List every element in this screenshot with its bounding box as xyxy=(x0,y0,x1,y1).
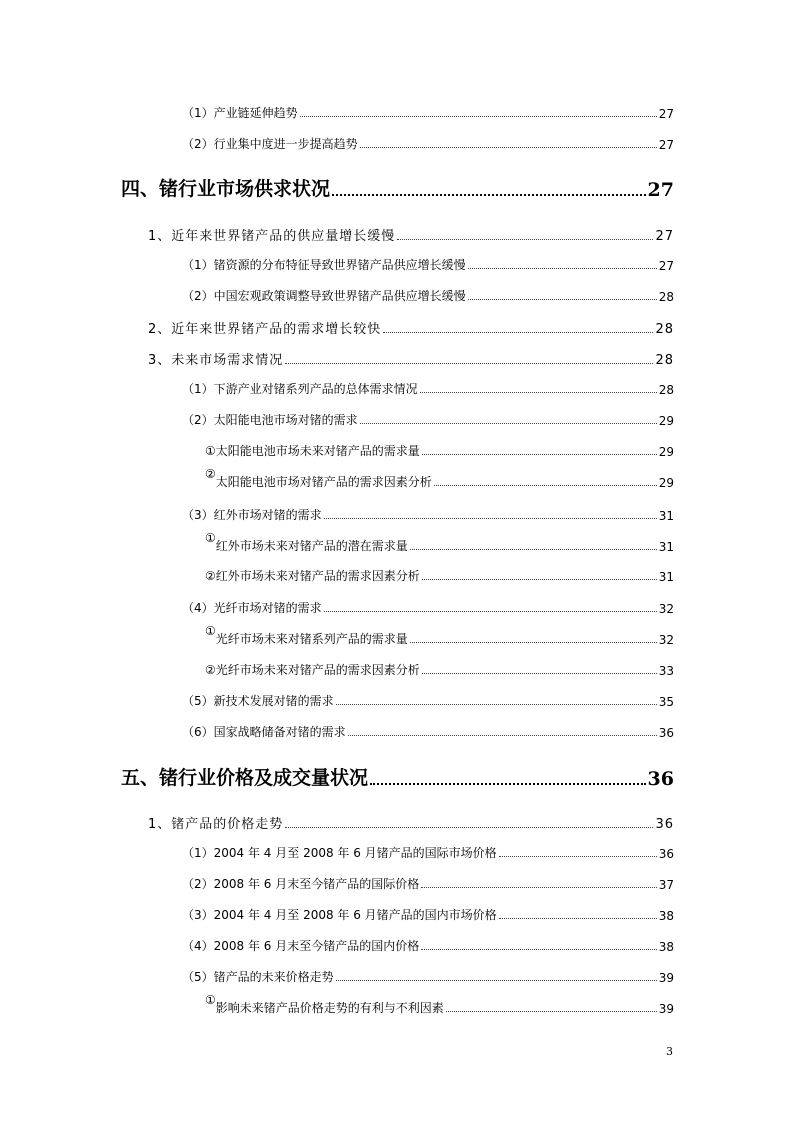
toc-leader-dots xyxy=(360,146,657,148)
toc-section[interactable] xyxy=(148,349,674,368)
toc-entry-label: （2）太阳能电池市场对锗的需求 xyxy=(182,413,358,427)
toc-entry-page: 35 xyxy=(658,695,674,709)
toc-entry-page: 32 xyxy=(658,602,674,616)
toc-leader-dots xyxy=(421,886,656,888)
toc-leader-dots xyxy=(468,298,657,300)
toc-section-page: 28 xyxy=(655,353,674,368)
toc-subentry[interactable] xyxy=(205,661,674,678)
toc-subentry-page: 29 xyxy=(658,476,674,490)
toc-section-page: 27 xyxy=(655,229,674,244)
toc-leader-dots xyxy=(446,1010,657,1012)
toc-subentry-label: ①光纤市场未来对锗系列产品的需求量 xyxy=(205,624,408,646)
toc-entry-label: （2）行业集中度进一步提高趋势 xyxy=(182,137,358,151)
toc-leader-dots xyxy=(422,578,657,580)
toc-entry-label: （3）2004 年 4 月至 2008 年 6 月锗产品的国内市场价格 xyxy=(182,908,497,922)
circled-number-marker: ① xyxy=(205,444,216,458)
toc-chapter-page: 36 xyxy=(647,768,674,790)
toc-section[interactable] xyxy=(148,318,674,337)
toc-chapter-page: 27 xyxy=(647,179,674,201)
toc-leader-dots xyxy=(332,193,646,196)
toc-leader-dots xyxy=(370,782,646,785)
toc-leader-dots xyxy=(324,517,657,519)
toc-entry-label: （4）2008 年 6 月末至今锗产品的国内价格 xyxy=(182,939,420,953)
toc-chapter-label: 五、锗行业价格及成交量状况 xyxy=(121,767,369,789)
toc-entry-page: 27 xyxy=(658,259,674,273)
toc-leader-dots xyxy=(468,267,657,269)
toc-entry-page: 27 xyxy=(658,138,674,152)
toc-subentry[interactable] xyxy=(205,624,674,647)
toc-entry-label: （1）2004 年 4 月至 2008 年 6 月锗产品的国际市场价格 xyxy=(182,846,497,860)
toc-entry-label: （6）国家战略储备对锗的需求 xyxy=(182,725,346,739)
toc-entry-page: 37 xyxy=(658,878,674,892)
toc-section-label: 1、近年来世界锗产品的供应量增长缓慢 xyxy=(148,229,396,244)
toc-entry-label: （1）锗资源的分布特征导致世界锗产品供应增长缓慢 xyxy=(182,258,466,272)
toc-entry[interactable] xyxy=(182,968,674,985)
toc-entry[interactable] xyxy=(182,599,674,616)
toc-leader-dots xyxy=(324,610,657,612)
toc-entry[interactable] xyxy=(182,723,674,740)
toc-section[interactable] xyxy=(148,813,674,832)
toc-section-page: 36 xyxy=(655,817,674,832)
toc-entry-page: 29 xyxy=(658,414,674,428)
page-number: 3 xyxy=(666,1045,673,1058)
toc-entry[interactable] xyxy=(182,875,674,892)
toc-entry-page: 39 xyxy=(658,971,674,985)
toc-entry[interactable] xyxy=(182,844,674,861)
toc-subentry-label: ②光纤市场未来对锗产品的需求因素分析 xyxy=(205,663,420,677)
toc-entry-label: （1）下游产业对锗系列产品的总体需求情况 xyxy=(182,382,418,396)
toc-entry-label: （2）中国宏观政策调整导致世界锗产品供应增长缓慢 xyxy=(182,289,466,303)
toc-entry-page: 31 xyxy=(658,509,674,523)
toc-subentry[interactable] xyxy=(205,567,674,584)
toc-subentry[interactable] xyxy=(205,442,674,459)
toc-leader-dots xyxy=(422,453,657,455)
toc-leader-dots xyxy=(499,855,657,857)
toc-leader-dots xyxy=(336,703,657,705)
toc-entry[interactable] xyxy=(182,906,674,923)
toc-leader-dots xyxy=(360,422,657,424)
toc-entry-page: 28 xyxy=(658,383,674,397)
toc-subentry-page: 31 xyxy=(658,540,674,554)
toc-entry[interactable] xyxy=(182,411,674,428)
toc-entry[interactable] xyxy=(182,256,674,273)
toc-entry[interactable] xyxy=(182,937,674,954)
toc-subentry[interactable] xyxy=(205,993,674,1016)
toc-leader-dots xyxy=(285,826,653,828)
toc-chapter-5[interactable] xyxy=(121,763,674,790)
toc-entry[interactable] xyxy=(182,380,674,397)
toc-chapter-4[interactable] xyxy=(121,174,674,201)
toc-section-label: 1、锗产品的价格走势 xyxy=(148,817,284,832)
toc-leader-dots xyxy=(383,331,653,333)
toc-leader-dots xyxy=(397,238,653,240)
toc-entry-page: 38 xyxy=(658,909,674,923)
toc-entry-page: 28 xyxy=(658,290,674,304)
circled-number-marker: ① xyxy=(205,624,216,638)
toc-entry[interactable] xyxy=(182,506,674,523)
circled-number-marker: ② xyxy=(205,467,216,481)
toc-entry[interactable] xyxy=(182,135,674,152)
toc-leader-dots xyxy=(285,362,653,364)
toc-leader-dots xyxy=(434,484,657,486)
toc-section-page: 28 xyxy=(655,322,674,337)
toc-section-label: 3、未来市场需求情况 xyxy=(148,353,284,368)
toc-entry-label: （3）红外市场对锗的需求 xyxy=(182,508,322,522)
toc-subentry-page: 29 xyxy=(658,445,674,459)
toc-leader-dots xyxy=(410,641,657,643)
toc-leader-dots xyxy=(348,734,657,736)
circled-number-marker: ② xyxy=(205,663,216,677)
toc-subentry-label: ②太阳能电池市场对锗产品的需求因素分析 xyxy=(205,467,432,489)
toc-leader-dots xyxy=(300,115,657,117)
toc-subentry-page: 33 xyxy=(658,664,674,678)
toc-leader-dots xyxy=(422,672,657,674)
circled-number-marker: ① xyxy=(205,531,216,545)
toc-entry[interactable] xyxy=(182,287,674,304)
toc-subentry-page: 32 xyxy=(658,633,674,647)
toc-entry-label: （5）锗产品的未来价格走势 xyxy=(182,970,334,984)
toc-entry-page: 36 xyxy=(658,726,674,740)
toc-entry-label: （5）新技术发展对锗的需求 xyxy=(182,694,334,708)
circled-number-marker: ② xyxy=(205,569,216,583)
toc-entry-page: 36 xyxy=(658,847,674,861)
toc-subentry-label: ②红外市场未来对锗产品的需求因素分析 xyxy=(205,569,420,583)
toc-subentry-label: ①红外市场未来对锗产品的潜在需求量 xyxy=(205,531,408,553)
toc-entry-label: （1）产业链延伸趋势 xyxy=(182,106,298,120)
toc-subentry-page: 31 xyxy=(658,570,674,584)
toc-chapter-label: 四、锗行业市场供求状况 xyxy=(121,178,331,200)
toc-entry[interactable] xyxy=(182,104,674,121)
toc-subentry-label: ①太阳能电池市场未来对锗产品的需求量 xyxy=(205,444,420,458)
toc-section[interactable] xyxy=(148,225,674,244)
toc-entry-label: （4）光纤市场对锗的需求 xyxy=(182,601,322,615)
toc-leader-dots xyxy=(336,979,657,981)
toc-entry-page: 38 xyxy=(658,940,674,954)
toc-subentry-page: 39 xyxy=(658,1002,674,1016)
toc-entry[interactable] xyxy=(182,692,674,709)
toc-leader-dots xyxy=(420,391,657,393)
toc-subentry[interactable] xyxy=(205,531,674,554)
toc-leader-dots xyxy=(421,948,656,950)
toc-subentry-label: ①影响未来锗产品价格走势的有利与不利因素 xyxy=(205,993,444,1015)
toc-entry-label: （2）2008 年 6 月末至今锗产品的国际价格 xyxy=(182,877,420,891)
toc-subentry[interactable] xyxy=(205,467,674,490)
circled-number-marker: ① xyxy=(205,993,216,1007)
toc-entry-page: 27 xyxy=(658,107,674,121)
toc-leader-dots xyxy=(410,548,657,550)
toc-section-label: 2、近年来世界锗产品的需求增长较快 xyxy=(148,322,382,337)
toc-leader-dots xyxy=(499,917,657,919)
